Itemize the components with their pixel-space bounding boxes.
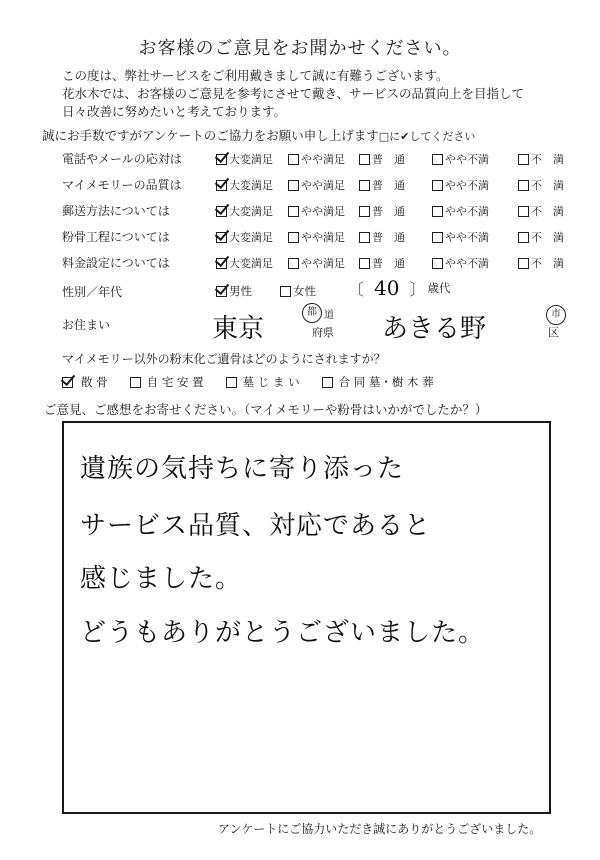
rating-option[interactable] <box>518 203 588 219</box>
survey-request <box>42 126 475 144</box>
rating-option-label: やや不満 <box>445 205 489 218</box>
rating-checkbox[interactable] <box>518 232 529 243</box>
gender-age-label: 性別／年代 <box>62 285 123 299</box>
rating-option-label: やや満足 <box>301 179 345 192</box>
remains-option-checkbox[interactable] <box>322 377 333 388</box>
age-value: 40 <box>374 276 400 300</box>
prefecture-suffix-bottom: 府県 <box>312 326 334 339</box>
remains-option-label: 散 骨 <box>81 375 108 389</box>
rating-option-label: 普 通 <box>372 205 405 218</box>
rating-options <box>216 177 588 193</box>
rating-checkbox[interactable] <box>288 180 299 191</box>
age-suffix: 歳代 <box>427 281 451 295</box>
rating-option-label: 普 通 <box>372 257 405 270</box>
rating-checkbox[interactable] <box>288 206 299 217</box>
rating-option[interactable] <box>216 151 288 167</box>
rating-option-label: 不 満 <box>531 257 564 270</box>
rating-option-label: 不 満 <box>531 153 564 166</box>
rating-option-label: 不 満 <box>531 205 564 218</box>
rating-checkbox[interactable] <box>359 206 370 217</box>
rating-option[interactable] <box>288 177 359 193</box>
rating-option[interactable] <box>216 229 288 245</box>
rating-option-label: やや不満 <box>445 257 489 270</box>
request-note: □に✔してください <box>378 130 476 143</box>
rating-option[interactable] <box>359 151 432 167</box>
remains-option-checkbox[interactable] <box>130 377 141 388</box>
rating-option-label: 普 通 <box>372 179 405 192</box>
rating-option[interactable] <box>518 177 588 193</box>
rating-option[interactable] <box>359 203 432 219</box>
rating-checkbox[interactable] <box>359 258 370 269</box>
city-marker-circle: 市 <box>546 305 566 325</box>
remains-option-checkbox[interactable] <box>62 377 73 388</box>
male-checkbox[interactable] <box>216 286 227 297</box>
rating-option[interactable] <box>432 203 518 219</box>
female-label: 女性 <box>293 284 316 298</box>
rating-options <box>216 203 588 219</box>
rating-option[interactable] <box>359 255 432 271</box>
rating-option-label: やや満足 <box>301 257 345 270</box>
address-prefecture: 東京 <box>212 314 265 344</box>
rating-option-label: やや満足 <box>301 205 345 218</box>
rating-option[interactable] <box>216 177 288 193</box>
rating-option[interactable] <box>518 255 588 271</box>
rating-checkbox[interactable] <box>216 258 227 269</box>
remains-option-label: 自 宅 安 置 <box>146 375 204 389</box>
address-label: お住まい <box>62 318 111 332</box>
rating-checkbox[interactable] <box>359 180 370 191</box>
rating-option-label: 大変満足 <box>229 153 273 166</box>
rating-row-label: マイメモリーの品質は <box>62 178 182 192</box>
address-city: あきる野 <box>382 314 487 344</box>
rating-option[interactable] <box>216 203 288 219</box>
remains-option-label: 墓 じ ま い <box>242 375 300 389</box>
rating-option[interactable] <box>518 151 588 167</box>
rating-option-label: やや不満 <box>445 153 489 166</box>
gender-options <box>216 283 316 299</box>
rating-option-label: やや満足 <box>301 231 345 244</box>
male-label: 男性 <box>229 284 252 298</box>
rating-checkbox[interactable] <box>518 180 529 191</box>
prefecture-suffix-text: 道 <box>324 309 334 321</box>
remains-options <box>62 374 434 390</box>
rating-option-label: 大変満足 <box>229 205 273 218</box>
rating-option-label: 不 満 <box>531 179 564 192</box>
rating-option[interactable] <box>359 229 432 245</box>
rating-checkbox[interactable] <box>518 258 529 269</box>
intro-line-3: 日々改善に努めたいと考えております。 <box>62 104 287 119</box>
rating-option-label: 普 通 <box>372 153 405 166</box>
rating-option-label: 不 満 <box>531 231 564 244</box>
remains-option-label: 合 同 墓・樹 木 葬 <box>338 375 434 389</box>
intro-line-2: 花水木では、お客様のご意見を参考にさせて戴き、サービスの品質向上を目指して <box>62 86 525 101</box>
comment-prompt: ご意見、ご感想をお寄せください。（マイメモリーや粉骨はいかがでしたか？） <box>44 402 488 417</box>
rating-option[interactable] <box>288 229 359 245</box>
rating-checkbox[interactable] <box>359 232 370 243</box>
comment-line-3: 感じました。 <box>80 564 243 594</box>
rating-option-label: 大変満足 <box>229 257 273 270</box>
rating-checkbox[interactable] <box>432 180 443 191</box>
rating-options <box>216 151 588 167</box>
rating-checkbox[interactable] <box>432 258 443 269</box>
comment-line-2: サービス品質、対応であると <box>80 511 432 541</box>
age-bracket-open: 〔 <box>348 279 365 299</box>
rating-option[interactable] <box>288 255 359 271</box>
rating-option-label: やや満足 <box>301 153 345 166</box>
rating-option[interactable] <box>359 177 432 193</box>
rating-checkbox[interactable] <box>216 180 227 191</box>
survey-title: お客様のご意見をお聞かせください。 <box>138 38 462 59</box>
remains-question: マイメモリー以外の粉末化ご遺骨はどのようにされますか？ <box>62 352 386 366</box>
rating-checkbox[interactable] <box>288 154 299 165</box>
city-suffix: 区 <box>548 326 559 339</box>
comment-line-1: 遺族の気持ちに寄り添った <box>80 454 405 484</box>
rating-checkbox[interactable] <box>518 154 529 165</box>
rating-checkbox[interactable] <box>432 232 443 243</box>
city-marker <box>546 302 566 325</box>
rating-checkbox[interactable] <box>216 154 227 165</box>
age-bracket-close: 〕 <box>409 279 426 299</box>
rating-option[interactable] <box>432 177 518 193</box>
intro-line-1: この度は、弊社サービスをご利用戴きまして誠に有難うございます。 <box>62 68 449 83</box>
rating-row-label: 料金設定については <box>62 256 170 270</box>
remains-option-checkbox[interactable] <box>226 377 237 388</box>
prefecture-suffix-top <box>302 303 334 323</box>
rating-checkbox[interactable] <box>216 232 227 243</box>
rating-option[interactable] <box>288 151 359 167</box>
prefecture-marker-circle: 都 <box>302 303 322 323</box>
rating-row-label: 郵送方法については <box>62 204 170 218</box>
rating-options <box>216 229 588 245</box>
rating-option[interactable] <box>518 229 588 245</box>
rating-checkbox[interactable] <box>432 206 443 217</box>
rating-option[interactable] <box>432 151 518 167</box>
female-checkbox[interactable] <box>280 286 291 297</box>
rating-checkbox[interactable] <box>432 154 443 165</box>
rating-checkbox[interactable] <box>288 232 299 243</box>
rating-option-label: 大変満足 <box>229 231 273 244</box>
comment-line-4: どうもありがとうございました。 <box>80 618 486 648</box>
rating-option-label: 普 通 <box>372 231 405 244</box>
rating-option[interactable] <box>288 203 359 219</box>
request-text: 誠にお手数ですがアンケートのご協力をお願い申し上げます <box>42 128 379 143</box>
rating-option[interactable] <box>432 255 518 271</box>
rating-option[interactable] <box>216 255 288 271</box>
rating-checkbox[interactable] <box>288 258 299 269</box>
rating-row-label: 粉骨工程については <box>62 230 170 244</box>
rating-checkbox[interactable] <box>216 206 227 217</box>
age-field[interactable] <box>348 276 450 300</box>
rating-checkbox[interactable] <box>518 206 529 217</box>
footer-thanks: アンケートにご協力いただき誠にありがとうございました。 <box>218 822 542 836</box>
rating-checkbox[interactable] <box>359 154 370 165</box>
rating-option-label: やや不満 <box>445 179 489 192</box>
rating-options <box>216 255 588 271</box>
rating-option-label: 大変満足 <box>229 179 273 192</box>
rating-option[interactable] <box>432 229 518 245</box>
rating-row-label: 電話やメールの応対は <box>62 152 182 166</box>
rating-option-label: やや不満 <box>445 231 489 244</box>
